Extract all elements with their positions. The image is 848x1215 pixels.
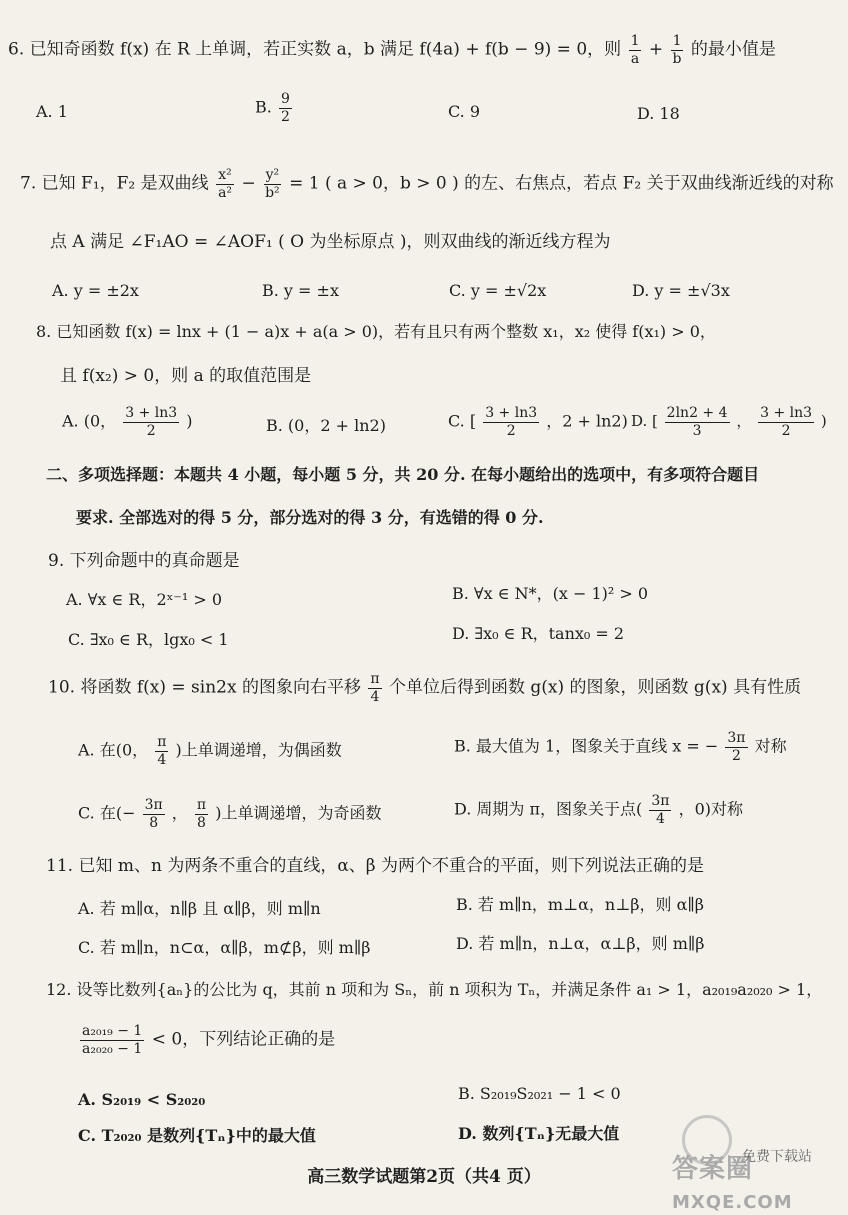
q7-option-a: A. y = ±2x	[52, 281, 139, 300]
q12-option-a: A. S₂₀₁₉ < S₂₀₂₀	[78, 1090, 206, 1109]
q6-stem: 6. 已知奇函数 f(x) 在 R 上单调，若正实数 a，b 满足 f(4a) + f(b − 9) = 0，则 $\frac{1}{a}$ + $\frac{1}{b}$ 的最小值是	[8, 33, 776, 67]
q10-option-c: C. 在(− $\frac{3\pi}{8}$ ， $\frac{\pi}{8}$ )上单调递增，为奇函数	[78, 797, 382, 831]
q6-stem-a: 6. 已知奇函数 f(x) 在 R 上单调，若正实数 a，b 满足 f(4a) + f(b − 9) = 0，则	[8, 39, 622, 60]
q6-stem-b: 的最小值是	[690, 39, 776, 60]
q9-option-b: B. ∀x ∈ N*，(x − 1)² > 0	[452, 584, 649, 603]
q12-option-c: C. T₂₀₂₀ 是数列{Tₙ}中的最大值	[78, 1126, 316, 1145]
q7-stem: 7. 已知 F₁，F₂ 是双曲线 $\frac{\text{x²}}{\text{a²}}$ − $\frac{\text{y²}}{\text{b²}}$ = 1 ( a > 0，b > 0 ) 的左、右焦点，若点 F₂ 关于双曲线渐近线的对称	[20, 167, 834, 201]
q9-option-d: D. ∃x₀ ∈ R，tanx₀ = 2	[452, 624, 625, 643]
q12-stem-line2: $\frac{\text{a₂₀₁₉ − 1}}{\text{a₂₀₂₀ − 1}}$ < 0，下列结论正确的是	[82, 1023, 336, 1057]
q8-stem-line1: 8. 已知函数 f(x) = lnx + (1 − a)x + a(a > 0)，若有且只有两个整数 x₁，x₂ 使得 f(x₁) > 0，	[36, 322, 716, 341]
q9-option-a: A. ∀x ∈ R，2ˣ⁻¹ > 0	[66, 590, 223, 609]
watermark-text: 答案圈 MXQE.COM	[672, 1154, 793, 1213]
q10-option-a: A. 在(0， $\frac{\pi}{4}$ )上单调递增，为偶函数	[78, 734, 342, 768]
page-footer: 高三数学试题第2页（共4 页）	[307, 1167, 541, 1187]
q8-option-d: D. [ $\frac{2\ln 2 + 4}{3}$ ， $\frac{3 + \ln 3}{2}$ )	[631, 405, 827, 439]
q10-stem: 10. 将函数 f(x) = sin2x 的图象向右平移 $\frac{\pi}{4}$ 个单位后得到函数 g(x) 的图象，则函数 g(x) 具有性质	[48, 671, 802, 705]
q11-stem: 11. 已知 m、n 为两条不重合的直线，α、β 为两个不重合的平面，则下列说法正确的是	[46, 856, 705, 876]
q6-option-b: B. $\frac{9}{2}$	[255, 91, 290, 125]
q6-frac-1b: $\frac{1}{b}$	[672, 33, 682, 67]
q6-option-d: D. 18	[637, 104, 680, 123]
q12-option-b: B. S₂₀₁₉S₂₀₂₁ − 1 < 0	[458, 1084, 621, 1103]
q7-stem-line2: 点 A 满足 ∠F₁AO = ∠AOF₁ ( O 为坐标原点 )，则双曲线的渐近线方程为	[50, 232, 611, 252]
q6-frac-1a: $\frac{1}{a}$	[630, 33, 640, 67]
q8-option-a: A. (0， $\frac{3 + \ln 3}{2}$ )	[62, 405, 193, 439]
q9-option-c: C. ∃x₀ ∈ R，lgx₀ < 1	[68, 630, 229, 649]
q11-option-d: D. 若 m∥n，n⊥α，α⊥β，则 m∥β	[456, 934, 705, 953]
q8-stem-line2: 且 f(x₂) > 0，则 a 的取值范围是	[60, 366, 312, 386]
q8-option-c: C. [ $\frac{3 + \ln 3}{2}$ ，2 + ln2)	[448, 405, 628, 439]
watermark-brand: 免费下载站	[742, 1149, 812, 1165]
q8-option-b: B. (0，2 + ln2)	[266, 416, 386, 435]
q11-option-c: C. 若 m∥n，n⊂α，α∥β，m⊄β，则 m∥β	[78, 938, 371, 957]
q11-option-b: B. 若 m∥n，m⊥α，n⊥β，则 α∥β	[456, 895, 705, 914]
q6-option-c: C. 9	[448, 102, 481, 121]
q7-option-c: C. y = ±√2x	[449, 281, 547, 300]
section-2-instructions: 要求. 全部选对的得 5 分，部分选对的得 3 分，有选错的得 0 分.	[76, 508, 544, 527]
q6-option-a: A. 1	[36, 102, 68, 121]
q7-option-b: B. y = ±x	[262, 281, 339, 300]
q12-option-d: D. 数列{Tₙ}无最大值	[458, 1124, 620, 1143]
q10-option-b: B. 最大值为 1，图象关于直线 x = − $\frac{3\pi}{2}$ 对称	[454, 730, 787, 764]
q7-option-d: D. y = ±√3x	[632, 281, 730, 300]
q12-stem-line1: 12. 设等比数列{aₙ}的公比为 q，其前 n 项和为 Sₙ，前 n 项积为 Tₙ，并满足条件 a₁ > 1，a₂₀₁₉a₂₀₂₀ > 1，	[46, 980, 823, 999]
section-2-heading: 二、多项选择题：本题共 4 小题，每小题 5 分，共 20 分. 在每小题给出的选项中，有多项符合题目	[46, 465, 760, 484]
q10-option-d: D. 周期为 π，图象关于点( $\frac{3\pi}{4}$ ，0)对称	[454, 793, 744, 827]
q11-option-a: A. 若 m∥α，n∥β 且 α∥β，则 m∥n	[78, 899, 321, 918]
q9-stem: 9. 下列命题中的真命题是	[48, 551, 240, 571]
